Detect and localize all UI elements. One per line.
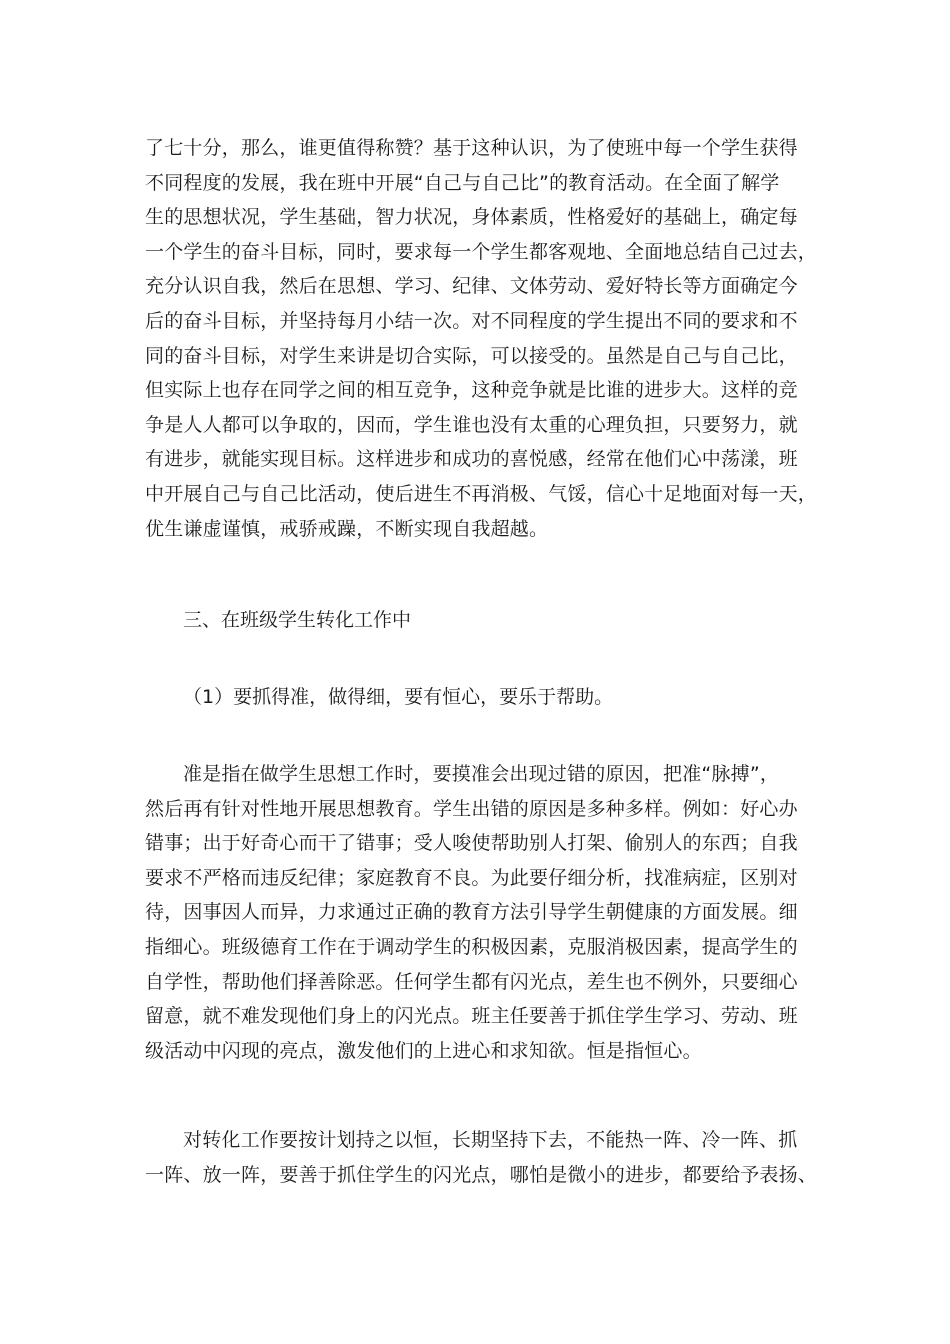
paragraph-perseverance — [145, 1123, 825, 1192]
paragraph-self-comparison — [145, 131, 825, 546]
text-line: 待，因事因人而异，力求通过正确的教育方法引导学生朝健康的方面发展。细 — [145, 901, 798, 924]
section-heading: 三、在班级学生转化工作中 — [183, 609, 412, 631]
text-line: 但实际上也存在同学之间的相互竞争，这种竞争就是比谁的进步大。这样的竞 — [145, 379, 798, 402]
text-line: 留意，就不难发现他们身上的闪光点。班主任要善于抓住学生学习、劳动、班 — [145, 1005, 798, 1028]
text-line: 争是人人都可以争取的，因而，学生谁也没有太重的心理负担，只要努力，就 — [145, 413, 798, 436]
text-line: 级活动中闪现的亮点，激发他们的上进心和求知欲。恒是指恒心。 — [145, 1039, 702, 1062]
text-line: 优生谦虚谨慎，戒骄戒躁，不断实现自我超越。 — [145, 517, 549, 540]
paragraph-accuracy-detail — [145, 757, 825, 1068]
text-line: 有进步，就能实现目标。这样进步和成功的喜悦感，经常在他们心中荡漾，班 — [145, 448, 798, 471]
subsection-heading: （1）要抓得准，做得细，要有恒心，要乐于帮助。 — [183, 686, 614, 708]
text-line: 同的奋斗目标，对学生来讲是切合实际，可以接受的。虽然是自己与自己比， — [145, 344, 798, 367]
text-line: 不同程度的发展，我在班中开展“自己与自己比”的教育活动。在全面了解学 — [145, 171, 780, 194]
text-line: 自学性，帮助他们择善除恶。任何学生都有闪光点，差生也不例外，只要细心 — [145, 970, 798, 993]
text-line: 了七十分，那么，谁更值得称赞？基于这种认识，为了使班中每一个学生获得 — [145, 137, 798, 159]
text-line: 错事；出于好奇心而干了错事；受人唆使帮助别人打架、偷别人的东西；自我 — [145, 832, 798, 855]
text-line: 充分认识自我，然后在思想、学习、纪律、文体劳动、爱好特长等方面确定今 — [145, 275, 798, 298]
text-line: 对转化工作要按计划持之以恒，长期坚持下去，不能热一阵、冷一阵、抓 — [183, 1129, 798, 1151]
text-line: 要求不严格而违反纪律；家庭教育不良。为此要仔细分析，找准病症，区别对 — [145, 866, 798, 889]
text-line: 生的思想状况，学生基础，智力状况，身体素质，性格爱好的基础上，确定每 — [145, 206, 798, 229]
text-line: 后的奋斗目标，并坚持每月小结一次。对不同程度的学生提出不同的要求和不 — [145, 309, 798, 332]
text-line: 准是指在做学生思想工作时，要摸准会出现过错的原因，把准“脉搏”， — [183, 763, 780, 785]
text-line: 一个学生的奋斗目标，同时，要求每一个学生都客观地、全面地总结自己过去， — [145, 240, 818, 263]
text-line: 然后再有针对性地开展思想教育。学生出错的原因是多种多样。例如：好心办 — [145, 797, 798, 820]
text-line: 指细心。班级德育工作在于调动学生的积极因素，克服消极因素，提高学生的 — [145, 935, 798, 958]
text-line: 一阵、放一阵，要善于抓住学生的闪光点，哪怕是微小的进步，都要给予表扬、 — [145, 1163, 818, 1186]
text-line: 中开展自己与自己比活动，使后进生不再消极、气馁，信心十足地面对每一天， — [145, 482, 818, 505]
